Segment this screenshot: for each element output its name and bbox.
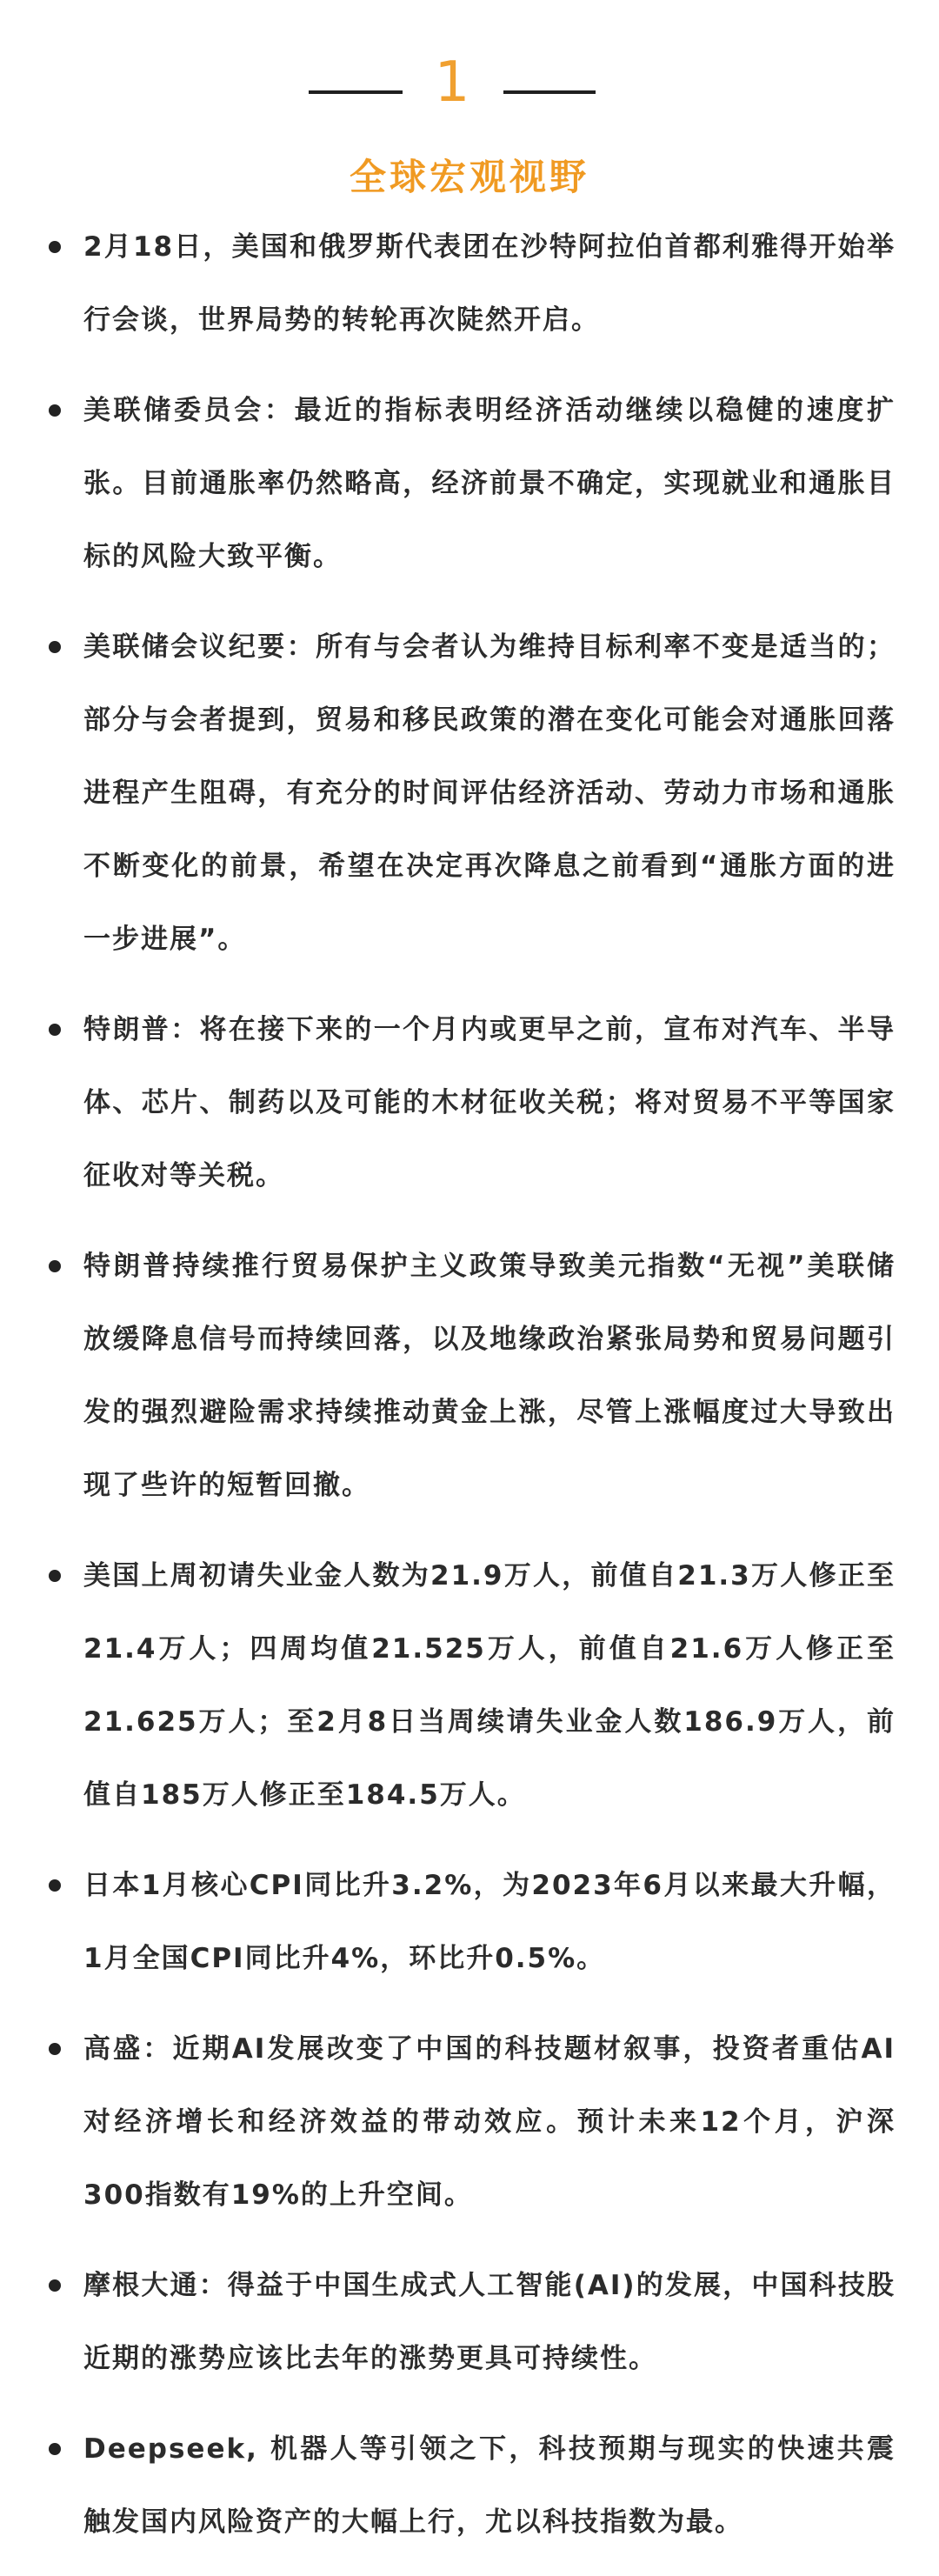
bullet-item-2 — [0, 374, 939, 593]
bullet-item-4 — [0, 993, 939, 1212]
bullet-dot-icon — [49, 241, 61, 253]
bullet-text: 特朗普：将在接下来的一个月内或更早之前，宣布对汽车、半导体、芯片、制药以及可能的木材征收关税；将对贸易不平等国家征收对等关税。 — [83, 1014, 896, 1191]
bullet-dot-icon — [49, 404, 61, 417]
bullet-item-10 — [0, 2412, 939, 2559]
bullet-text: Deepseek, 机器人等引领之下，科技预期与现实的快速共震触发国内风险资产的大幅上行，尤以科技指数为最。 — [83, 2433, 896, 2538]
bullet-dot-icon — [49, 2043, 61, 2055]
bullet-text: 摩根大通：得益于中国生成式人工智能(AI)的发展，中国科技股近期的涨势应该比去年的涨势更具可持续性。 — [83, 2270, 896, 2374]
bullet-dot-icon — [49, 2279, 61, 2292]
bullet-dot-icon — [49, 641, 61, 653]
news-bullet-list — [0, 210, 939, 2576]
bullet-dot-icon — [49, 2443, 61, 2455]
bullet-item-8 — [0, 2012, 939, 2232]
bullet-item-9 — [0, 2249, 939, 2395]
bullet-dot-icon — [49, 1260, 61, 1272]
bullet-text: 日本1月核心CPI同比升3.2%，为2023年6月以来最大升幅，1月全国CPI同比升4%，环比升0.5%。 — [83, 1870, 896, 1974]
bullet-text: 美联储会议纪要：所有与会者认为维持目标利率不变是适当的；部分与会者提到，贸易和移民政策的潜在变化可能会对通胀回落进程产生阻碍，有充分的时间评估经济活动、劳动力市场和通胀不断变化的前景，希望在决定再次降息之前看到“通胀方面的进一步进展”。 — [83, 631, 896, 955]
bullet-item-3 — [0, 611, 939, 976]
bullet-item-1 — [0, 210, 939, 357]
bullet-item-5 — [0, 1230, 939, 1522]
bullet-item-6 — [0, 1539, 939, 1832]
bullet-dot-icon — [49, 1570, 61, 1582]
bullet-text: 高盛：近期AI发展改变了中国的科技题材叙事，投资者重估AI对经济增长和经济效益的带动效应。预计未来12个月，沪深300指数有19%的上升空间。 — [83, 2033, 896, 2211]
section-header — [0, 52, 939, 113]
bullet-text: 特朗普持续推行贸易保护主义政策导致美元指数“无视”美联储放缓降息信号而持续回落，以及地缘政治紧张局势和贸易问题引发的强烈避险需求持续推动黄金上涨，尽管上涨幅度过大导致出现了些许的短暂回撤。 — [83, 1251, 896, 1501]
section-title: 全球宏观视野 — [349, 156, 589, 198]
bullet-text: 美联储委员会：最近的指标表明经济活动继续以稳健的速度扩张。目前通胀率仍然略高，经济前景不确定，实现就业和通胀目标的风险大致平衡。 — [83, 395, 896, 572]
bullet-text: 美国上周初请失业金人数为21.9万人，前值自21.3万人修正至21.4万人；四周均值21.525万人，前值自21.6万人修正至21.625万人；至2月8日当周续请失业金人数186.9万人，前值自185万人修正至184.5万人。 — [83, 1560, 896, 1811]
bullet-dot-icon — [49, 1024, 61, 1036]
bullet-item-7 — [0, 1849, 939, 1995]
bullet-text: 2月18日，美国和俄罗斯代表团在沙特阿拉伯首都利雅得开始举行会谈，世界局势的转轮再次陡然开启。 — [83, 231, 896, 336]
left-divider-line — [309, 90, 403, 94]
right-divider-line — [503, 90, 596, 94]
bullet-dot-icon — [49, 1879, 61, 1892]
section-number: 1 — [434, 50, 470, 115]
